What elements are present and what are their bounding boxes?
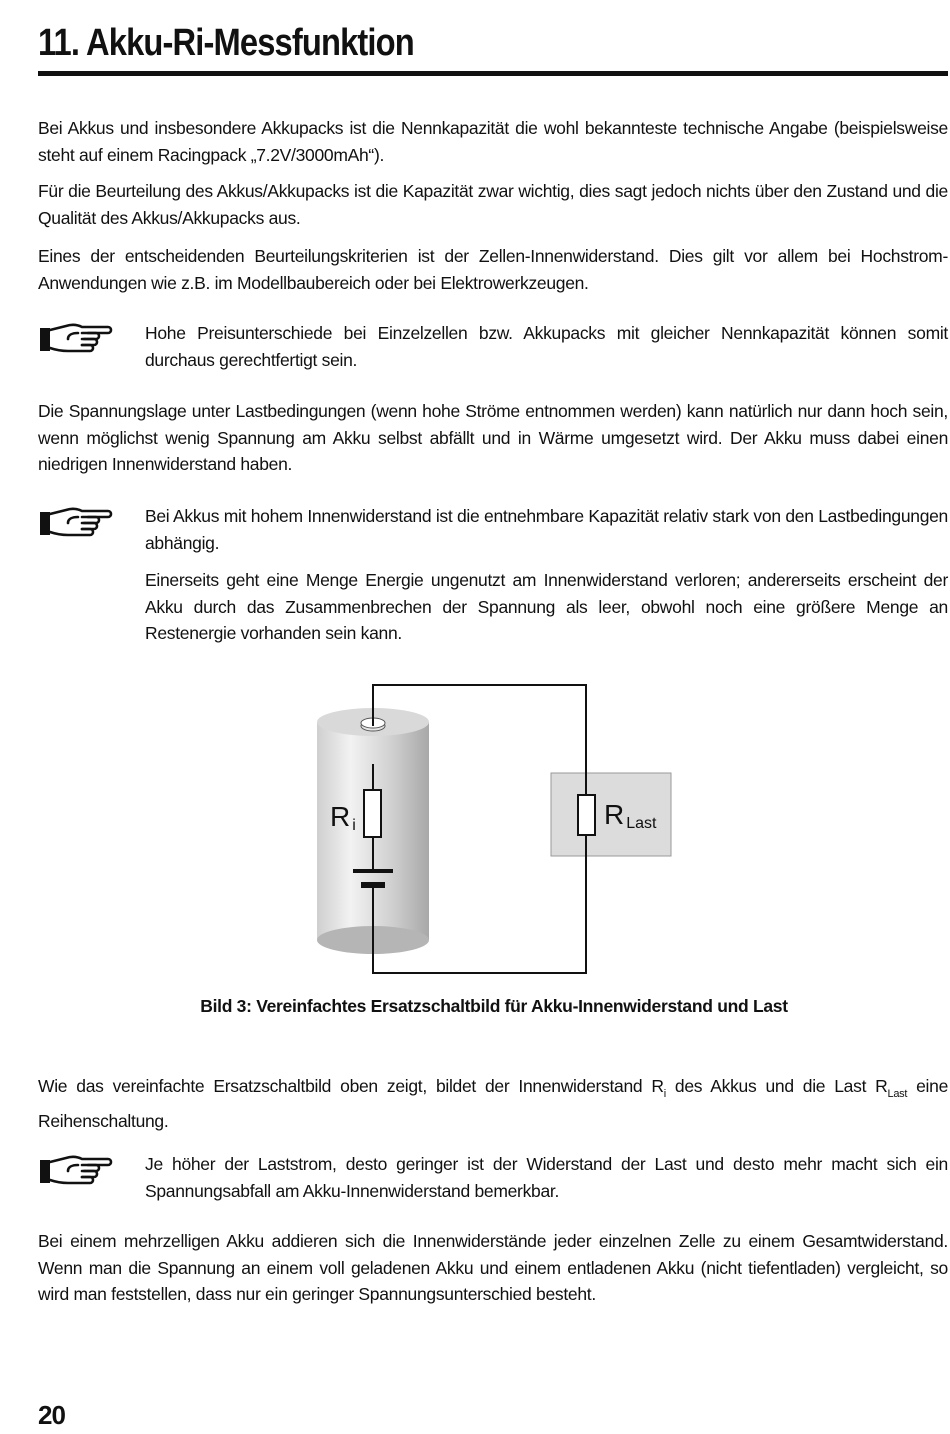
page-title: 11. Akku-Ri-Messfunktion — [38, 22, 414, 64]
resistor-ri — [364, 790, 381, 837]
note-high-resistance: Bei Akkus mit hohem Innenwiderstand ist die entnehmbare Kapazität relativ stark von den Lastbedingungen abhängig. — [145, 506, 948, 553]
label-rlast: R Last — [604, 799, 657, 832]
pointing-hand-icon — [38, 504, 114, 546]
paragraph-multicell: Bei einem mehrzelligen Akku addieren sich die Innenwiderstände jeder einzelnen Zelle zu einem Gesamtwiderstand. Wenn man die Spannung an einem voll geladenen Akku und einem entladenen Akku (nicht tiefentladen) vergleicht, so wird man feststellen, dass nur ein geringer Spannungsunterschied besteht. — [38, 1231, 948, 1304]
note-load-current: Je höher der Laststrom, desto geringer ist der Widerstand der Last und desto mehr macht sich ein Spannungsabfall am Akku-Innenwiderstand bemerkbar. — [145, 1154, 948, 1201]
resistor-rlast — [578, 795, 595, 835]
label-ri: Ri — [330, 801, 356, 834]
note-price-differences: Hohe Preisunterschiede bei Einzelzellen bzw. Akkupacks mit gleicher Nennkapazität können somit durchaus gerechtfertigt sein. — [145, 323, 948, 370]
title-underline — [38, 71, 948, 76]
figure-caption: Bild 3: Vereinfachtes Ersatzschaltbild für Akku-Innenwiderstand und Last — [200, 996, 788, 1016]
note-energy-loss: Einerseits geht eine Menge Energie ungenutzt am Innenwiderstand verloren; andererseits erscheint der Akku durch das Zusammenbrechen der Spannung als leer, obwohl noch eine größere Menge an Restenergie vorhanden sein kann. — [145, 570, 948, 643]
paragraph-series-circuit: Wie das vereinfachte Ersatzschaltbild oben zeigt, bildet der Innenwiderstand $R_i$ des Akkus und die Last $R_{Last}$ eine Reihenschaltung. — [38, 1076, 949, 1131]
paragraph-capacity: Für die Beurteilung des Akkus/Akkupacks ist die Kapazität zwar wichtig, dies sagt jedoch nichts über den Zustand und die Qualität des Akkus/Akkupacks aus. — [38, 181, 948, 228]
page-number: 20 — [38, 1400, 65, 1430]
pointing-hand-icon — [38, 320, 114, 362]
paragraph-criteria: Eines der entscheidenden Beurteilungskriterien ist der Zellen-Innenwiderstand. Dies gilt vor allem bei Hochstrom-Anwendungen wie z.B. im Modellbaubereich oder bei Elektrowerkzeugen. — [38, 246, 948, 293]
paragraph-intro: Bei Akkus und insbesondere Akkupacks ist die Nennkapazität die wohl bekannteste technische Angabe (beispielsweise steht auf einem Racingpack „7.2V/3000mAh“). — [38, 118, 948, 165]
paragraph-voltage-under-load: Die Spannungslage unter Lastbedingungen (wenn hohe Ströme entnommen werden) kann natürlich nur dann hoch sein, wenn möglichst wenig Spannung am Akku selbst abfällt und in Wärme umgesetzt wird. Der Akku muss dabei einen niedrigen Innenwiderstand haben. — [38, 401, 948, 474]
pointing-hand-icon — [38, 1152, 114, 1194]
equivalent-circuit-diagram — [300, 680, 700, 980]
